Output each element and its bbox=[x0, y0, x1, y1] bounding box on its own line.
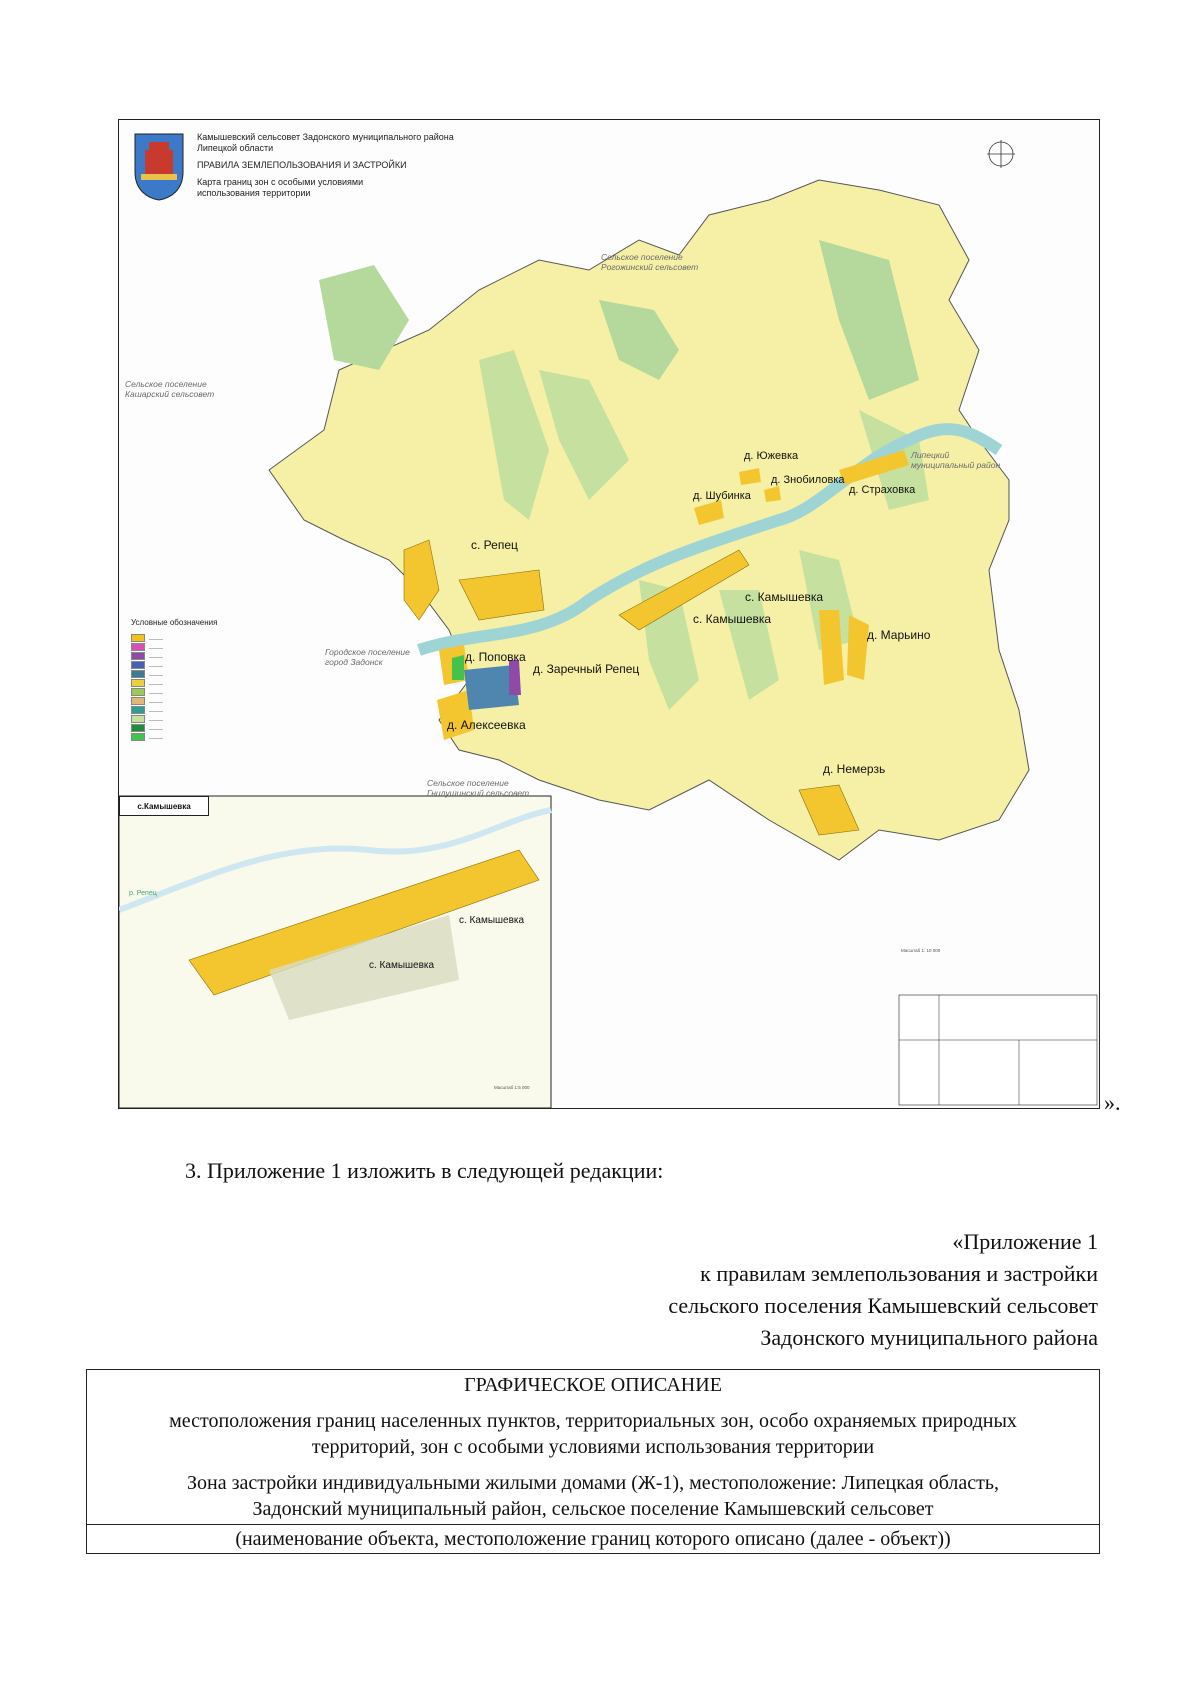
map-title-line: ПРАВИЛА ЗЕМЛЕПОЛЬЗОВАНИЯ И ЗАСТРОЙКИ bbox=[197, 160, 407, 170]
table-zone-line: Задонский муниципальный район, сельское поселение Камышевский сельсовет bbox=[252, 1498, 934, 1520]
legend-row: _____ bbox=[131, 732, 271, 741]
appendix-line: «Приложение 1 bbox=[952, 1229, 1098, 1254]
legend-row: _____ bbox=[131, 714, 271, 723]
appendix-header bbox=[398, 1226, 1098, 1354]
legend-row: _____ bbox=[131, 642, 271, 651]
settlement-label: д. Алексеевка bbox=[447, 718, 526, 732]
map-scale: Масштаб 1: 10 000 bbox=[901, 948, 941, 953]
settlement-label: с. Камышевка bbox=[693, 612, 772, 626]
settlement-label: с. Репец bbox=[471, 538, 518, 552]
zoning-map bbox=[118, 119, 1100, 1109]
table-note: (наименование объекта, местоположение границ которого описано (далее - объект)) bbox=[87, 1524, 1099, 1553]
inset-label: с. Камышевка bbox=[459, 915, 525, 926]
title-block bbox=[899, 995, 1097, 1105]
table-description-line: территорий, зон с особыми условиями использования территории bbox=[311, 1436, 875, 1458]
settlement-label: с. Камышевка bbox=[745, 590, 824, 604]
settlement-label: д. Заречный Репец bbox=[533, 662, 640, 676]
map-legend bbox=[131, 618, 271, 741]
legend-row: _____ bbox=[131, 687, 271, 696]
settlement-label: д. Марьино bbox=[867, 628, 931, 642]
map-title-line: использования территории bbox=[197, 188, 311, 198]
closing-quote: ». bbox=[1104, 1090, 1121, 1115]
inset-label: с. Камышевка bbox=[369, 960, 435, 971]
legend-row: _____ bbox=[131, 633, 271, 642]
map-title-line: Карта границ зон с особыми условиями bbox=[197, 177, 364, 187]
appendix-line: к правилам землепользования и застройки bbox=[700, 1261, 1098, 1286]
neighbor-label: Сельское поселение Рогожинский сельсовет bbox=[601, 252, 699, 272]
table-heading: ГРАФИЧЕСКОЕ ОПИСАНИЕ bbox=[464, 1374, 722, 1396]
special-zone bbox=[509, 660, 521, 695]
legend-title: Условные обозначения bbox=[131, 618, 218, 627]
neighbor-label: Липецкий муниципальный район bbox=[911, 450, 1001, 470]
legend-row: _____ bbox=[131, 669, 271, 678]
inset-title: с.Камышевка bbox=[119, 796, 209, 816]
table-zone-line: Зона застройки индивидуальными жилыми домами (Ж-1), местоположение: Липецкая область, bbox=[186, 1472, 999, 1494]
coat-of-arms-icon bbox=[131, 130, 187, 202]
legend-row: _____ bbox=[131, 705, 271, 714]
settlement-label: д. Страховка bbox=[849, 484, 916, 496]
legend-row: _____ bbox=[131, 660, 271, 669]
legend-row: _____ bbox=[131, 696, 271, 705]
inset-scale: Масштаб 1:5 000 bbox=[494, 1085, 530, 1090]
settlement-label: д. Немерзь bbox=[823, 762, 886, 776]
map-title bbox=[197, 132, 454, 199]
appendix-line: сельского поселения Камышевский сельсовет bbox=[668, 1293, 1098, 1318]
map-title-line: Липецкой области bbox=[197, 143, 274, 153]
special-zone bbox=[452, 655, 464, 680]
table-description-line: местоположения границ населенных пунктов, территориальных зон, особо охраняемых природных bbox=[169, 1410, 1017, 1432]
settlement-label: д. Поповка bbox=[465, 650, 526, 664]
graphic-description-table bbox=[86, 1369, 1100, 1554]
legend-row: _____ bbox=[131, 723, 271, 732]
neighbor-label: Сельское поселение Гнилушинский сельсовет bbox=[427, 778, 530, 798]
legend-row: _____ bbox=[131, 678, 271, 687]
settlement-label: д. Знобиловка bbox=[771, 474, 845, 486]
appendix-line: Задонского муниципального района bbox=[760, 1325, 1098, 1350]
map-title-line: Камышевский сельсовет Задонского муниципального района bbox=[197, 132, 454, 142]
settlement-label: д. Шубинка bbox=[693, 490, 751, 502]
legend-row: _____ bbox=[131, 651, 271, 660]
neighbor-label: Городское поселение город Задонск bbox=[325, 647, 410, 667]
compass-rose bbox=[987, 140, 1015, 168]
settlement-label: д. Южевка bbox=[744, 450, 799, 462]
neighbor-label: Сельское поселение Кашарский сельсовет bbox=[125, 379, 215, 399]
inset-label: р. Репец bbox=[129, 890, 157, 897]
amendment-paragraph: 3. Приложение 1 изложить в следующей редакции: bbox=[185, 1158, 664, 1183]
